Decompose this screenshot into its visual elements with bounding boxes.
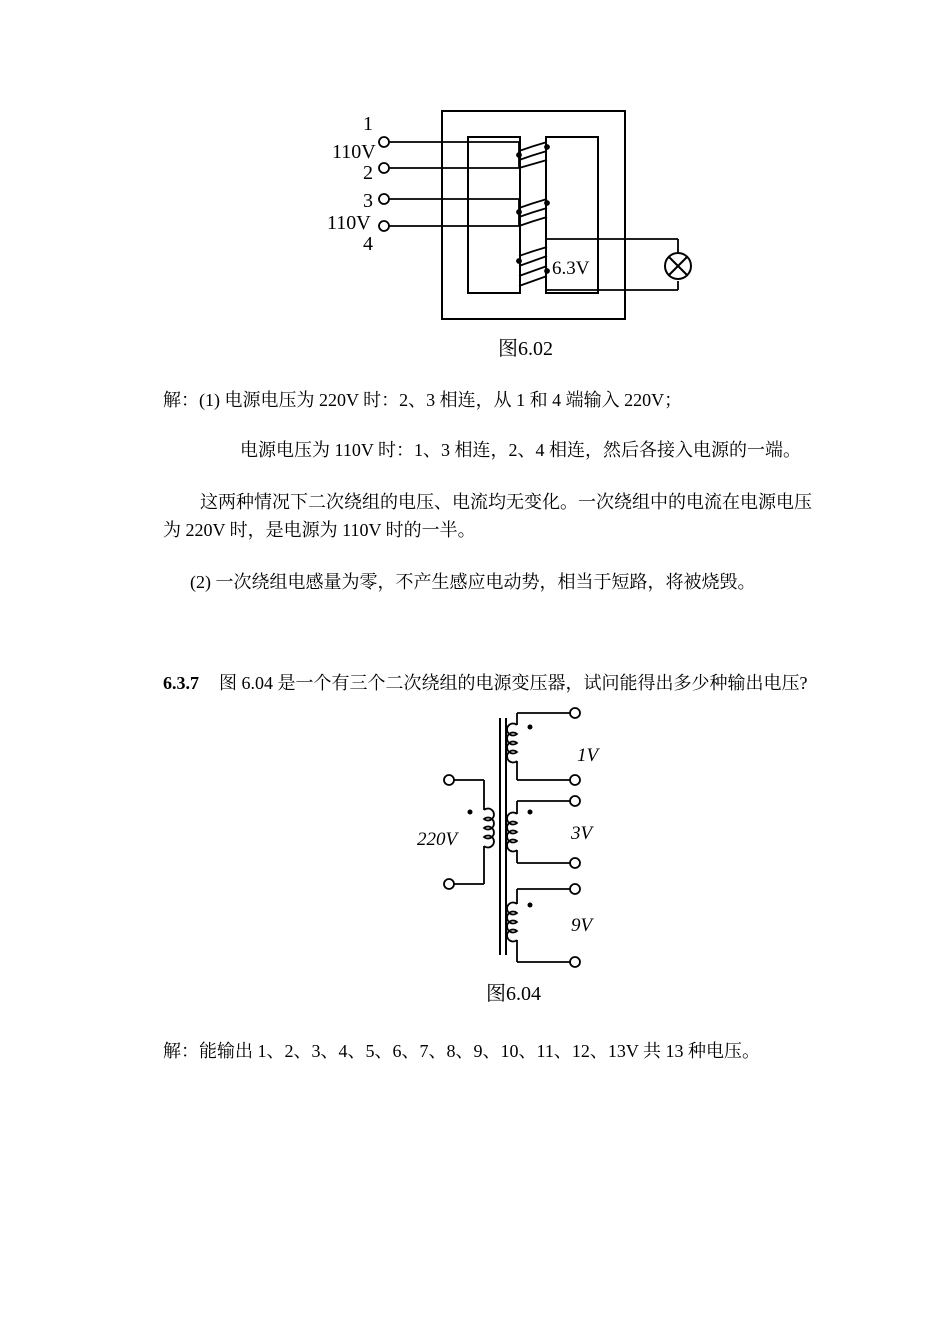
problem-number: 6.3.7 bbox=[163, 673, 199, 693]
secondary-1v-terminal-bottom bbox=[570, 775, 580, 785]
primary-voltage-label: 220V bbox=[417, 829, 458, 850]
voltage-label-bottom: 110V bbox=[327, 212, 371, 234]
terminal-label-4: 4 bbox=[363, 233, 373, 255]
secondary-9v-terminal-bottom bbox=[570, 957, 580, 967]
secondary-3v-terminal-top bbox=[570, 796, 580, 806]
voltage-label-top: 110V bbox=[332, 141, 376, 163]
primary-terminal-bottom bbox=[444, 879, 454, 889]
figure-6-02-caption: 图6.02 bbox=[498, 338, 553, 360]
terminal-label-1: 1 bbox=[363, 113, 373, 135]
problem-text: 图 6.04 是一个有三个二次绕组的电源变压器，试问能得出多少种输出电压? bbox=[219, 673, 808, 693]
secondary-label-1v: 1V bbox=[577, 745, 599, 766]
solution-1-line-2: 电源电压为 110V 时：1、3 相连，2、4 相连，然后各接入电源的一端。 bbox=[240, 440, 802, 460]
solution-1-line-3: (2) 一次绕组电感量为零，不产生感应电动势，相当于短路，将被烧毁。 bbox=[190, 572, 756, 592]
solution-2: 解：能输出 1、2、3、4、5、6、7、8、9、10、11、12、13V 共 13 种电压。 bbox=[163, 1041, 761, 1061]
secondary-coil-3v bbox=[507, 796, 580, 868]
primary-terminal-top bbox=[444, 775, 454, 785]
secondary-voltage-label: 6.3V bbox=[552, 258, 590, 279]
solution-1-para-line-2: 为 220V 时，是电源为 110V 时的一半。 bbox=[163, 520, 476, 540]
solution-1-para-line-1: 这两种情况下二次绕组的电压、电流均无变化。一次绕组中的电流在电源电压 bbox=[200, 492, 812, 512]
solution-1-line-1: 解：(1) 电源电压为 220V 时：2、3 相连，从 1 和 4 端输入 220V； bbox=[163, 390, 683, 410]
secondary-3v-terminal-bottom bbox=[570, 858, 580, 868]
secondary-1v-terminal-top bbox=[570, 708, 580, 718]
secondary-9v-terminal-top bbox=[570, 884, 580, 894]
terminal-label-3: 3 bbox=[363, 190, 373, 212]
secondary-coil-1v bbox=[507, 708, 580, 785]
secondary-label-9v: 9V bbox=[571, 915, 593, 936]
secondary-label-3v: 3V bbox=[571, 823, 593, 844]
figure-6-04-caption: 图6.04 bbox=[486, 983, 541, 1005]
secondary-coil-9v bbox=[507, 884, 580, 967]
terminal-label-2: 2 bbox=[363, 162, 373, 184]
